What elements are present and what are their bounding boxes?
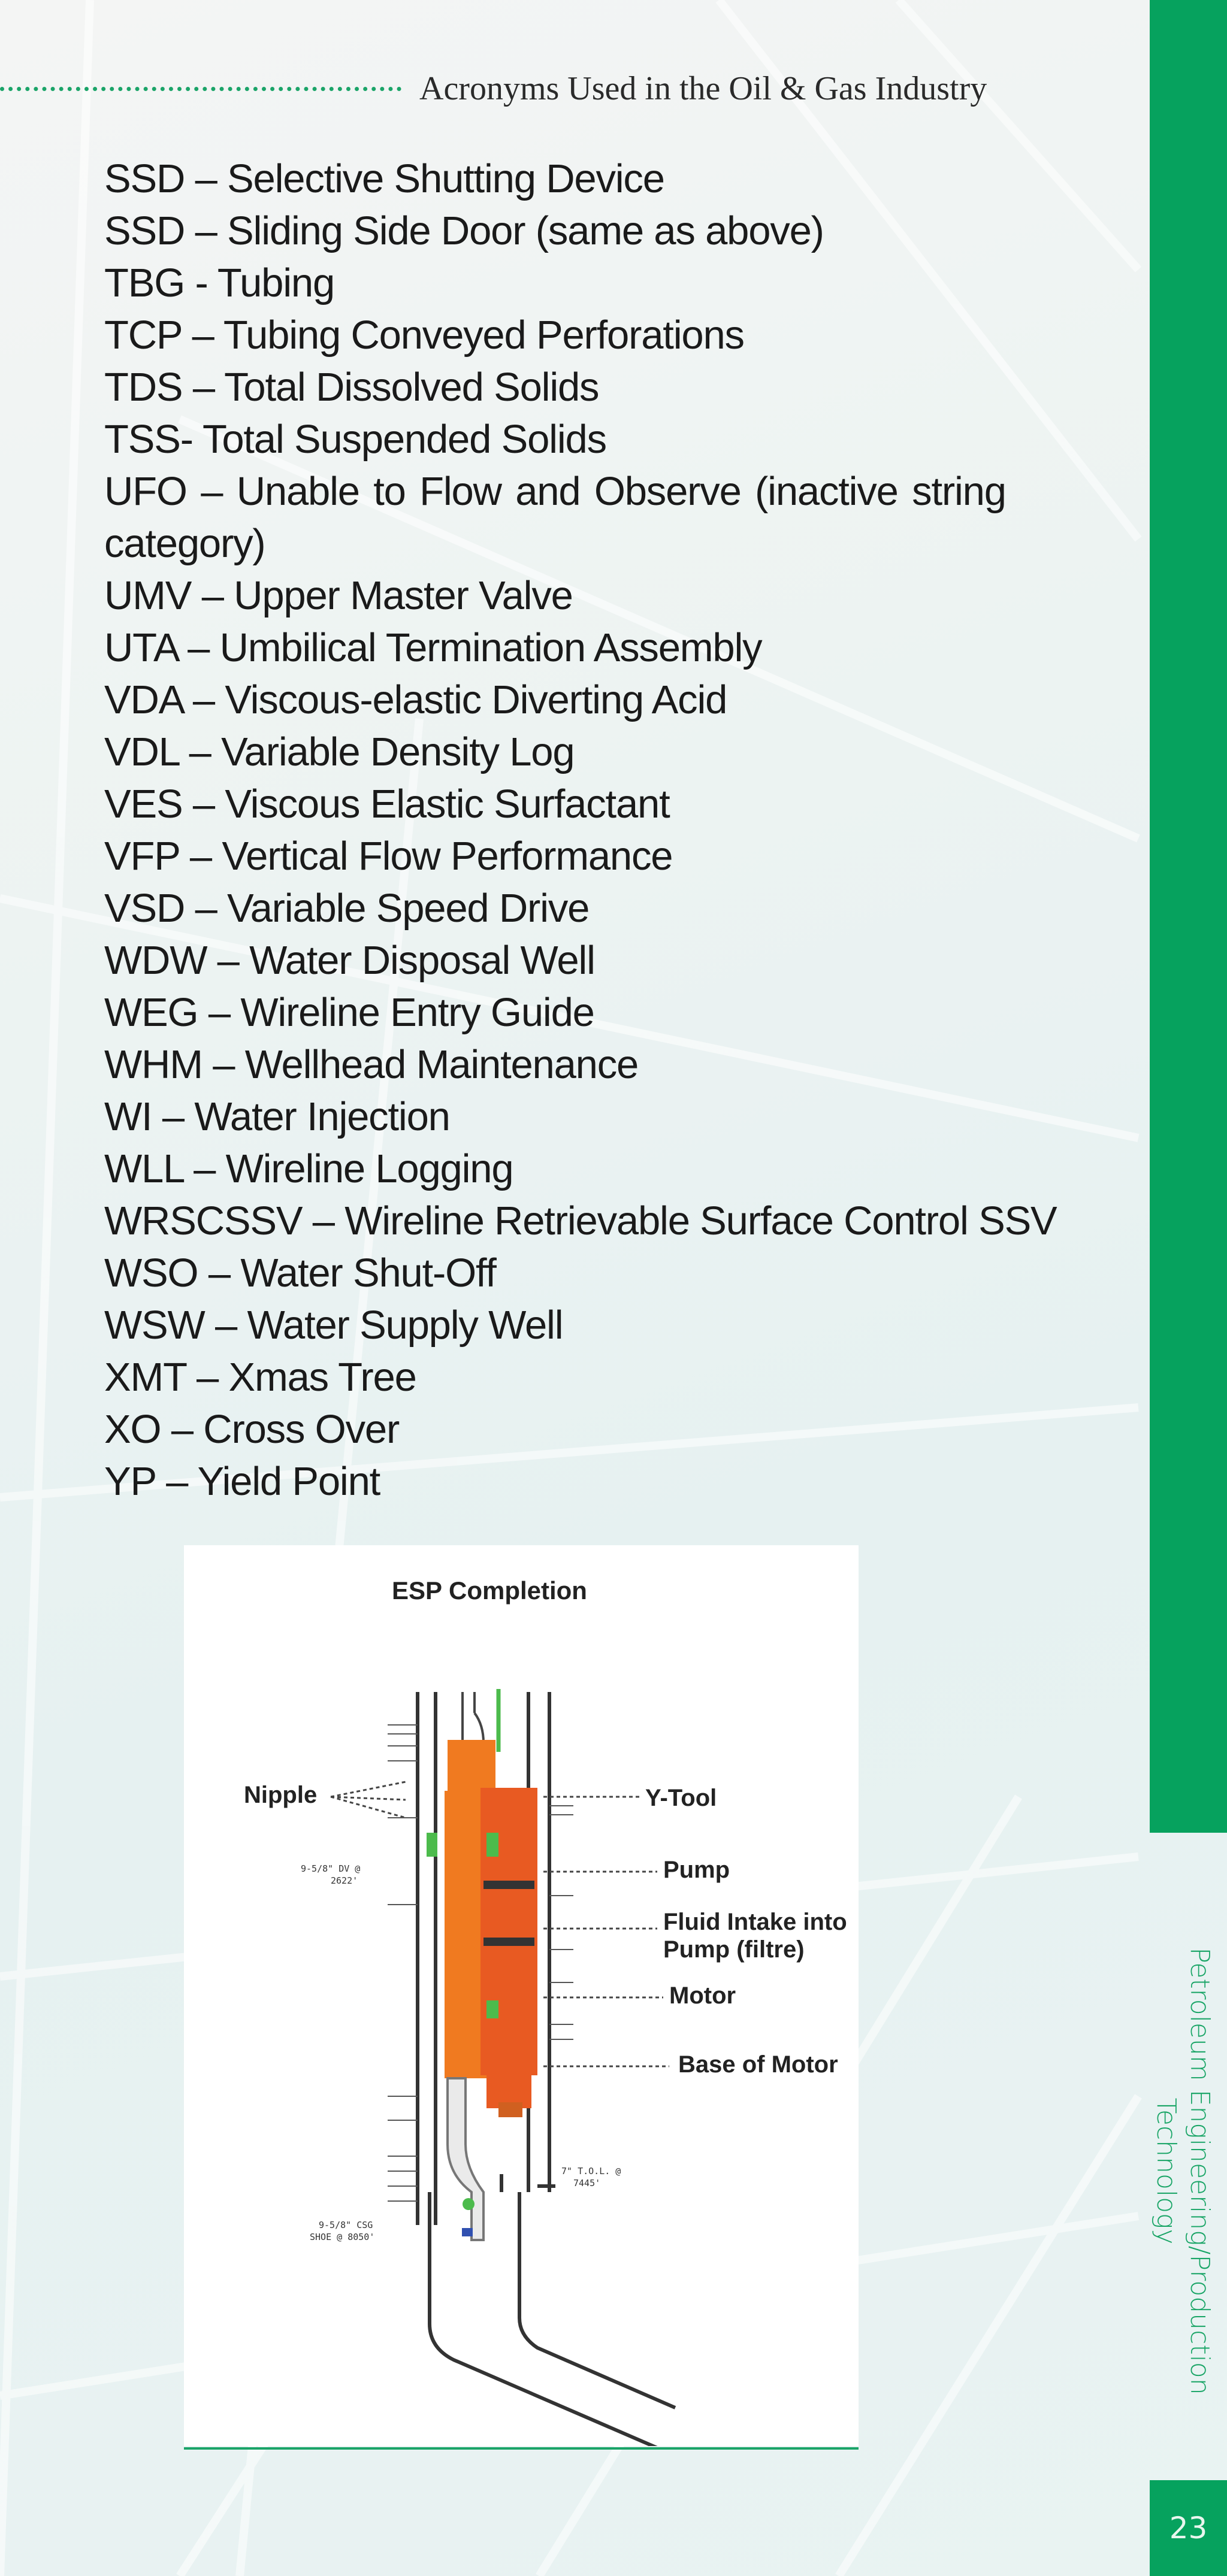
acronym-item: VES – Viscous Elastic Surfactant bbox=[104, 782, 670, 827]
acronym-item: VDL – Variable Density Log bbox=[104, 729, 575, 774]
running-header: Acronyms Used in the Oil & Gas Industry bbox=[419, 70, 987, 107]
tol-depth-annotation: 7445' bbox=[573, 2178, 601, 2188]
valve-marker bbox=[463, 2198, 475, 2210]
acronym-item: UFO – Unable to Flow and Observe (inactive string bbox=[104, 469, 1006, 514]
side-title-line2: Technology bbox=[1151, 2097, 1181, 2245]
side-title-line1: Petroleum Engineering/Production bbox=[1184, 1947, 1215, 2395]
motor-label: Motor bbox=[669, 1982, 736, 2009]
side-color-bar bbox=[1150, 0, 1227, 1833]
acronym-item: TDS – Total Dissolved Solids bbox=[104, 365, 599, 410]
csg-annotation: 9-5/8" CSG bbox=[319, 2220, 373, 2230]
acronym-item: WDW – Water Disposal Well bbox=[104, 938, 595, 983]
acronym-item: YP – Yield Point bbox=[104, 1459, 380, 1504]
acronym-item: WSO – Water Shut-Off bbox=[104, 1251, 496, 1295]
acronym-item: WSW – Water Supply Well bbox=[104, 1303, 563, 1348]
acronym-item: SSD – Selective Shutting Device bbox=[104, 156, 664, 201]
liner-lines bbox=[430, 2174, 675, 2446]
acronym-item-continuation: category) bbox=[104, 521, 265, 566]
acronym-item: UTA – Umbilical Termination Assembly bbox=[104, 625, 762, 670]
nipple-leaders bbox=[331, 1782, 406, 1818]
dv-annotation: 9-5/8" DV @ bbox=[301, 1863, 361, 1874]
acronym-item: WLL – Wireline Logging bbox=[104, 1146, 513, 1191]
acronym-item: SSD – Sliding Side Door (same as above) bbox=[104, 208, 824, 253]
fluid-intake-label-line1: Fluid Intake into bbox=[663, 1909, 847, 1935]
nipple-label: Nipple bbox=[244, 1782, 318, 1808]
acronym-item: TCP – Tubing Conveyed Perforations bbox=[104, 313, 744, 358]
esp-completion-figure bbox=[184, 1545, 859, 2446]
page-number: 23 bbox=[1169, 2511, 1208, 2545]
acronym-item: WRSCSSV – Wireline Retrievable Surface Control SSV bbox=[104, 1198, 1057, 1243]
fluid-intake-label-line2: Pump (filtre) bbox=[663, 1936, 805, 1963]
page-number-box bbox=[1150, 2480, 1227, 2576]
acronym-item: WHM – Wellhead Maintenance bbox=[104, 1042, 639, 1087]
figure-bottom-rule bbox=[184, 2447, 859, 2450]
shoe-annotation: SHOE @ 8050' bbox=[310, 2232, 375, 2242]
acronym-list bbox=[104, 153, 1093, 1508]
acronym-item: TBG - Tubing bbox=[104, 261, 335, 305]
pump-label: Pump bbox=[663, 1857, 730, 1883]
acronym-item: VFP – Vertical Flow Performance bbox=[104, 834, 673, 879]
acronym-item: TSS- Total Suspended Solids bbox=[104, 417, 606, 462]
acronym-item: WEG – Wireline Entry Guide bbox=[104, 990, 594, 1035]
base-of-motor-label: Base of Motor bbox=[678, 2051, 838, 2078]
y-tool-label: Y-Tool bbox=[645, 1785, 717, 1811]
esp-completion-diagram bbox=[184, 1545, 859, 2446]
tol-annotation: 7" T.O.L. @ bbox=[561, 2166, 621, 2177]
section-side-title-text bbox=[1126, 1944, 1216, 2399]
completion-equipment bbox=[427, 1740, 537, 2117]
acronym-item: XMT – Xmas Tree bbox=[104, 1355, 416, 1400]
dv-depth-annotation: 2622' bbox=[331, 1875, 358, 1886]
shoe-marker bbox=[462, 2228, 473, 2236]
tailpipe bbox=[448, 2078, 483, 2240]
acronym-item: VDA – Viscous-elastic Diverting Acid bbox=[104, 677, 727, 722]
section-side-title bbox=[1126, 1944, 1216, 2399]
header-dotted-rule bbox=[0, 87, 401, 91]
acronym-item: WI – Water Injection bbox=[104, 1094, 450, 1139]
figure-title: ESP Completion bbox=[392, 1576, 587, 1605]
acronym-item: VSD – Variable Speed Drive bbox=[104, 886, 590, 931]
acronym-item: UMV – Upper Master Valve bbox=[104, 573, 573, 618]
acronym-item: XO – Cross Over bbox=[104, 1407, 400, 1452]
